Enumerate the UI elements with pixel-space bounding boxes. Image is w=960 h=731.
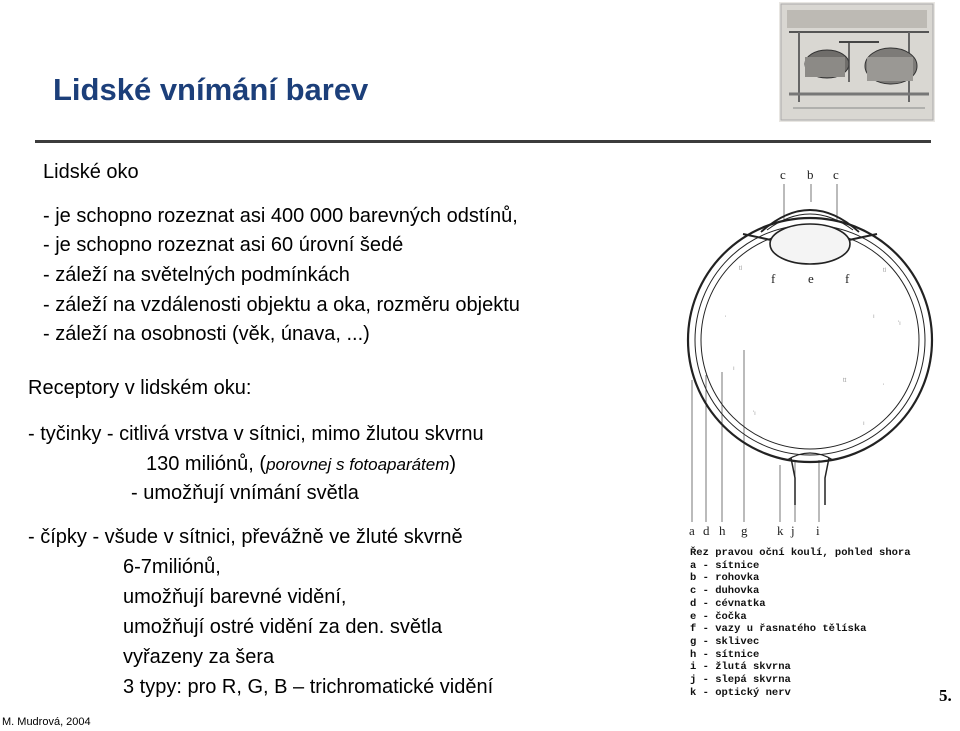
list-item: - je schopno rozeznat asi 400 000 barevných odstínů, <box>43 205 518 227</box>
svg-text:'ı: 'ı <box>753 411 756 417</box>
legend-title: Řez pravou oční koulí, pohled shora <box>690 547 911 559</box>
eye-label-f: f <box>771 271 776 286</box>
eye-legend <box>690 547 911 699</box>
legend-item: a - sítnice <box>690 559 760 572</box>
eye-label-h: h <box>719 523 726 538</box>
legend-item: j - slepá skvrna <box>690 674 791 687</box>
cones-item: 3 typy: pro R, G, B – trichromatické vidění <box>123 676 494 698</box>
list-item: - záleží na vzdálenosti objektu a oka, rozměru objektu <box>43 294 520 316</box>
cones-line: - čípky - všude v sítnici, převážně ve žluté skvrně <box>28 526 463 548</box>
title-divider <box>35 140 931 143</box>
legend-item: b - rohovka <box>690 572 760 585</box>
page-title: Lidské vnímání barev <box>53 72 369 107</box>
svg-text:': ' <box>883 384 885 390</box>
eye-label-g: g <box>741 523 748 538</box>
eye-label-d: d <box>703 523 710 538</box>
list-item: - záleží na osobnosti (věk, únava, ...) <box>43 323 370 345</box>
eye-label-f: f <box>845 271 850 286</box>
list-item: - záleží na světelných podmínkách <box>43 264 350 286</box>
legend-item: i - žlutá skvrna <box>690 661 791 674</box>
legend-item: d - cévnatka <box>690 597 766 610</box>
legend-item: k - optický nerv <box>690 686 791 699</box>
legend-item: c - duhovka <box>690 585 760 598</box>
cones-item: vyřazeny za šera <box>123 646 275 668</box>
svg-text:': ' <box>725 316 727 322</box>
rods-function: - umožňují vnímání světla <box>131 482 359 504</box>
svg-text:'ı: 'ı <box>898 321 901 327</box>
eye-label-c: c <box>833 167 839 182</box>
page-number: 5. <box>939 686 952 705</box>
eye-label-c: c <box>780 167 786 182</box>
svg-text:tt: tt <box>843 378 847 384</box>
eye-label-i: i <box>816 523 820 538</box>
svg-text:ı: ı <box>873 314 875 320</box>
eye-label-k: k <box>777 523 784 538</box>
svg-text:ı: ı <box>733 366 735 372</box>
eye-label-b: b <box>807 167 814 182</box>
eye-label-e: e <box>808 271 814 286</box>
list-item: - je schopno rozeznat asi 60 úrovní šedé <box>43 234 404 256</box>
legend-item: g - sklivec <box>690 635 760 648</box>
section2-heading: Receptory v lidském oku: <box>28 377 252 399</box>
rods-note: porovnej s fotoaparátem <box>266 455 450 474</box>
eye-label-j: j <box>791 523 795 538</box>
svg-text:tl: tl <box>883 268 886 274</box>
svg-text:ı: ı <box>863 421 865 427</box>
rods-count: 130 miliónů, (porovnej s fotoaparátem) <box>146 453 457 475</box>
industrial-photo <box>779 2 935 122</box>
cones-item: 6-7miliónů, <box>123 556 221 578</box>
legend-item: f - vazy u řasnatého tělíska <box>690 623 867 636</box>
author-footer: M. Mudrová, 2004 <box>2 716 91 728</box>
section1-heading: Lidské oko <box>43 161 139 183</box>
cones-item: umožňují ostré vidění za den. světla <box>123 616 443 638</box>
eye-label-a: a <box>689 523 695 538</box>
rods-line: - tyčinky - citlivá vrstva v sítnici, mimo žlutou skvrnu <box>28 423 484 445</box>
svg-text:tl: tl <box>739 266 742 272</box>
legend-item: e - čočka <box>690 610 747 623</box>
legend-item: h - sítnice <box>690 648 760 661</box>
cones-item: umožňují barevné vidění, <box>123 586 347 608</box>
